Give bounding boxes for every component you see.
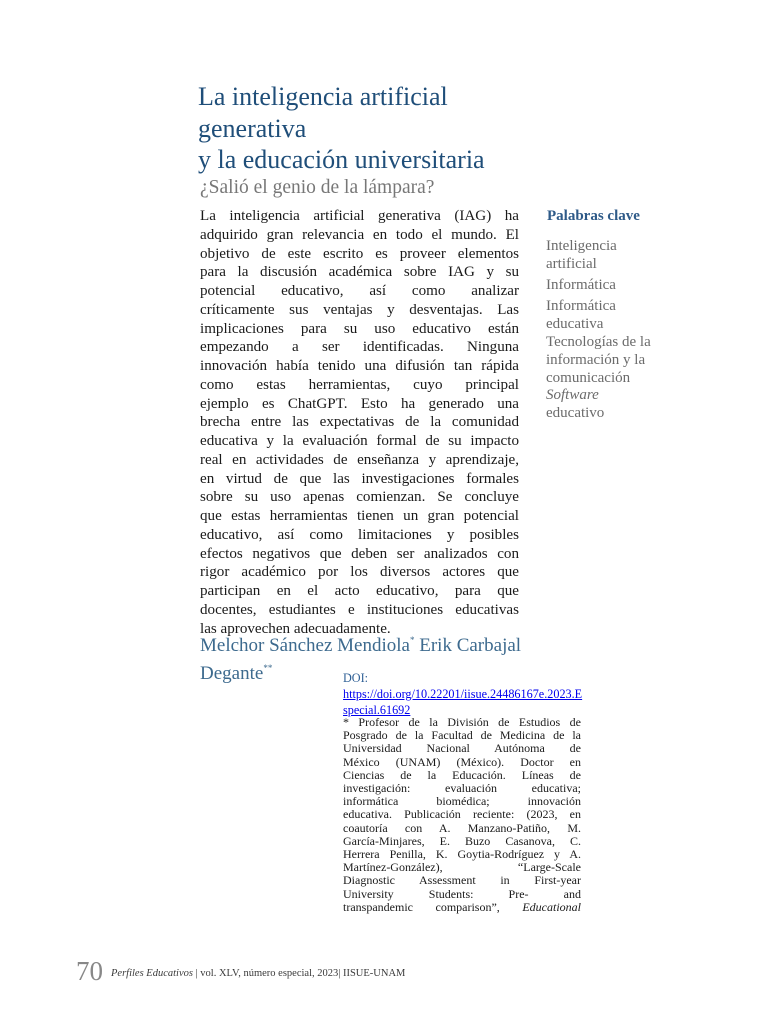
footnote-journal: Educational xyxy=(522,899,581,914)
abstract-line: La inteligencia artificial generativa (IAG) ha xyxy=(200,208,519,224)
abstract-line: las aprovechen adecuadamente. xyxy=(200,620,391,637)
title-line: y la educación universitaria xyxy=(198,145,485,174)
abstract-line: potencial educativo, así como analizar xyxy=(200,283,519,299)
footnote-line: educativa. Publicación reciente: (2023, en xyxy=(343,807,581,822)
abstract-line: en virtud de que las investigaciones formales xyxy=(200,470,519,487)
abstract-line: como estas herramientas, cuyo principal xyxy=(200,376,519,393)
title-line: generativa xyxy=(198,113,307,143)
abstract-line: rigor académico por los diversos actores que xyxy=(200,564,519,581)
doi-label: DOI: xyxy=(343,671,369,685)
keyword-item: educativo xyxy=(546,405,605,422)
abstract-line: objetivo de este escrito es proveer elementos xyxy=(200,245,519,262)
keyword-item: Tecnologías de la información y la comunicación xyxy=(546,333,651,386)
footnote-line: México (UNAM) (México). Doctor en xyxy=(343,754,581,769)
article-title xyxy=(198,81,558,176)
page-footer xyxy=(76,956,405,987)
footnote-line: Universidad Nacional Autónoma de xyxy=(343,741,581,756)
footnote-line: University Students: Pre- and xyxy=(343,886,581,901)
doi-block xyxy=(343,670,583,718)
abstract-line: innovación había tenido una difusión tan rápida xyxy=(200,358,519,374)
keyword-item: Inteligencia artificial xyxy=(546,238,617,272)
footnote-line: Posgrado de la Facultad de Medicina de la xyxy=(343,728,581,743)
keyword-item: Informática educativa xyxy=(546,298,616,333)
abstract-line: adquirido gran relevancia en todo el mundo. El xyxy=(200,226,519,243)
author-footnote xyxy=(343,716,581,914)
footnote-line: informática biomédica; innovación xyxy=(343,794,581,809)
title-line: La inteligencia artificial xyxy=(198,82,448,111)
abstract-line: efectos negativos que deben ser analizados con xyxy=(200,545,519,562)
article-subtitle: ¿Salió el genio de la lámpara? xyxy=(200,177,435,198)
footnote-line: Ciencias de la Educación. Líneas de xyxy=(343,767,581,782)
footer-citation xyxy=(111,968,405,979)
issue-details: | vol. XLV, número especial, 2023| IISUE-UNAM xyxy=(195,968,406,979)
abstract-line: que estas herramientas tienen un gran potencial xyxy=(200,508,519,524)
abstract-line: participan en el acto educativo, para que xyxy=(200,583,519,599)
abstract-line: ejemplo es ChatGPT. Esto ha generado una xyxy=(200,395,519,412)
abstract-line: empezando a ser identificadas. Ninguna xyxy=(200,339,519,356)
footnote-line xyxy=(343,901,581,914)
abstract-line: para la discusión académica sobre IAG y su xyxy=(200,264,519,281)
footnote-line: Martínez-González), “Large-Scale xyxy=(343,860,581,875)
abstract-line: educativo, así como limitaciones y posibles xyxy=(200,526,519,543)
abstract-line: críticamente sus ventajas y desventajas. Las xyxy=(200,301,519,318)
abstract-line: educativa y la evaluación formal de su impacto xyxy=(200,433,519,449)
footnote-line: García-Minjares, E. Buzo Casanova, C. xyxy=(343,833,581,848)
abstract-line: docentes, estudiantes e instituciones educativas xyxy=(200,601,519,618)
footnote-line: Herrera Penilla, K. Goytia-Rodríguez y A. xyxy=(343,847,581,862)
footnote-line: * Profesor de la División de Estudios de xyxy=(343,715,581,729)
footnote-line: Diagnostic Assessment in First-year xyxy=(343,873,581,888)
author-footnote-mark: ** xyxy=(263,663,273,673)
abstract-line: real en actividades de enseñanza y aprendizaje, xyxy=(200,451,519,468)
footnote-text: transpandemic comparison”, xyxy=(343,899,500,914)
author-footnote-mark: * xyxy=(409,635,415,645)
abstract-line: brecha entre las expectativas de la comunidad xyxy=(200,414,519,431)
keyword-item: Informática xyxy=(546,277,616,294)
page-number: 70 xyxy=(76,956,103,986)
keywords-heading: Palabras clave xyxy=(547,208,640,224)
doi-link[interactable]: https://doi.org/10.22201/iisue.24486167e.2023.Especial.61692 xyxy=(343,687,583,717)
author-name: Melchor Sánchez Mendiola xyxy=(200,635,410,656)
abstract-line: sobre su uso apenas comienzan. Se concluye xyxy=(200,489,519,506)
abstract-line: implicaciones para su uso educativo están xyxy=(200,320,519,337)
footnote-line: coautoría con A. Manzano-Patiño, M. xyxy=(343,820,581,835)
keywords-list xyxy=(546,238,666,423)
journal-name: Perfiles Educativos xyxy=(111,968,193,979)
keyword-item: Software xyxy=(546,387,599,404)
footnote-line: investigación: evaluación educativa; xyxy=(343,781,581,796)
abstract xyxy=(200,207,519,638)
author-name: Erik Carbajal Degante xyxy=(200,635,522,684)
